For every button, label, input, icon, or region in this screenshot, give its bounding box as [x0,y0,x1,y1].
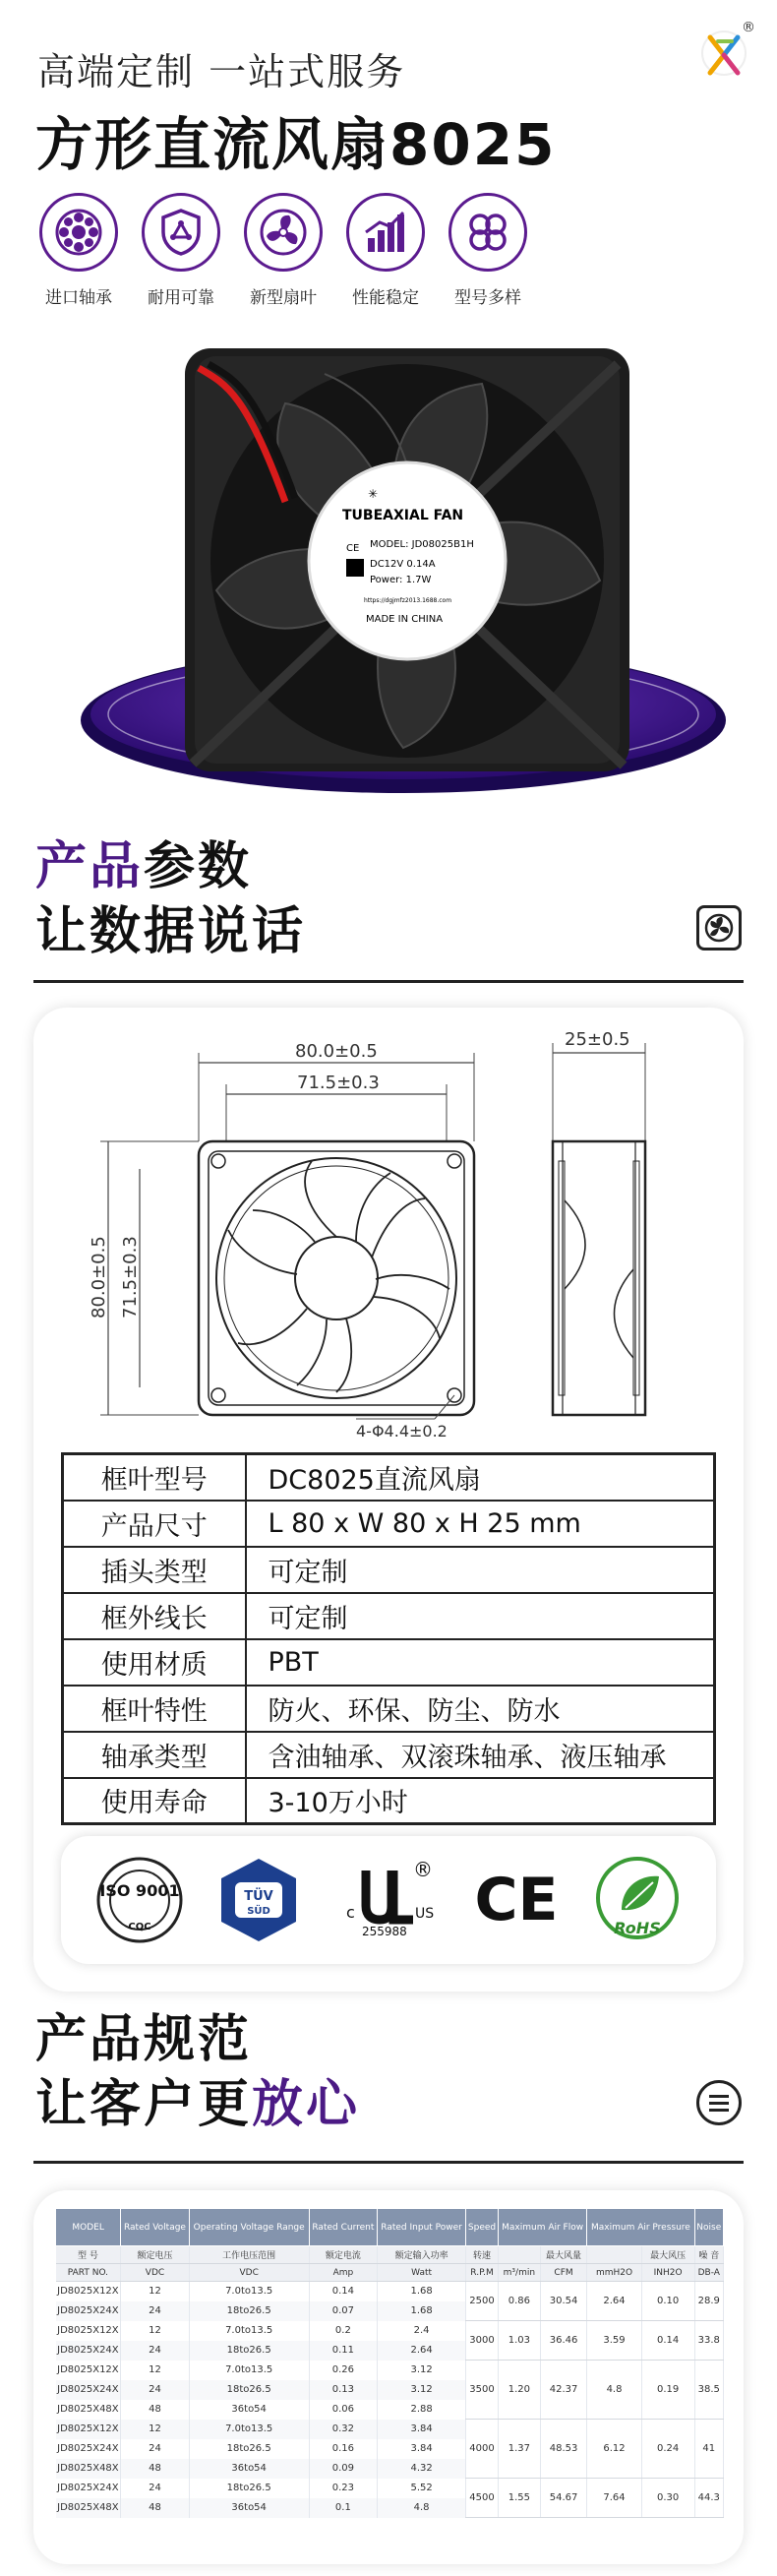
table-cell: 7.0to13.5 [189,2420,309,2439]
dim-depth: 25±0.5 [565,1029,630,1050]
list-icon [696,2080,742,2125]
table-cell: 4.32 [378,2459,466,2479]
feature-label: 性能稳定 [352,288,419,308]
table-header-cell: Rated Input Power [378,2209,466,2246]
table-header-cell: Maximum Air Pressure [587,2209,694,2246]
spec-key: 框叶特性 [63,1686,246,1732]
spec-key: 插头类型 [63,1547,246,1593]
fan-brand: TUBEAXIAL FAN [342,508,464,523]
table-cell: 0.2 [309,2321,377,2341]
data-table-panel [33,2190,744,2564]
dim-holes: 4-Φ4.4±0.2 [356,1422,448,1441]
fan-square-icon [696,905,742,951]
registered-mark: ® [742,20,755,35]
table-row [56,2321,724,2341]
table-cell: 1.68 [378,2301,466,2321]
table-group-cell: 36.46 [540,2321,587,2361]
rohs-label: RoHS [613,1919,661,1937]
table-cell: 24 [121,2439,189,2459]
table-cell: 12 [121,2282,189,2301]
table-group-cell: 44.3 [694,2479,723,2518]
table-cell: 2.88 [378,2400,466,2420]
table-cell: 24 [121,2479,189,2498]
section-title-spec [35,2007,360,2137]
spec-row [63,1778,715,1824]
spec-value: 可定制 [246,1593,715,1639]
table-cell: JD8025X12X [56,2282,121,2301]
table-group-cell: 4500 [466,2479,499,2518]
table-group-cell: 0.10 [641,2282,694,2321]
spec-key: 使用寿命 [63,1778,246,1824]
table-subheader-cell: VDC [189,2264,309,2282]
table-cell: 18to26.5 [189,2479,309,2498]
table-cell: 4.8 [378,2498,466,2518]
table-cell: 3.12 [378,2380,466,2400]
fan-dc: DC12V 0.14A [370,559,436,570]
table-group-cell: 2500 [466,2282,499,2321]
table-group-cell: 30.54 [540,2282,587,2321]
table-cell: 24 [121,2341,189,2361]
table-cell: 0.13 [309,2380,377,2400]
page-title: 方形直流风扇8025 [35,111,557,178]
dim-height-outer: 80.0±0.5 [89,1236,109,1319]
table-cell: 0.06 [309,2400,377,2420]
title-accent: 放心 [252,2075,361,2134]
spec-row [63,1593,715,1639]
table-cell: JD8025X12X [56,2420,121,2439]
table-subheader-cell: INH2O [641,2264,694,2282]
table-subheader-cell: mmH2O [587,2264,641,2282]
table-row [56,2361,724,2380]
spec-row [63,1547,715,1593]
table-cell: 12 [121,2321,189,2341]
table-subheader-cell: 噪 音 [694,2246,723,2264]
table-subheader-cell: DB-A [694,2264,723,2282]
table-cell: 48 [121,2498,189,2518]
table-subheader-cell: Amp [309,2264,377,2282]
tuv-bottom: SÜD [247,1906,270,1917]
bar-chart-icon [346,193,425,272]
ul-c: c [345,1903,355,1922]
table-group-cell: 1.03 [498,2321,540,2361]
feature-item [437,193,539,308]
table-row [56,2479,724,2498]
title-line2: 让客户更 [35,2075,253,2134]
table-cell: 5.52 [378,2479,466,2498]
table-cell: 0.09 [309,2459,377,2479]
table-cell: 7.0to13.5 [189,2321,309,2341]
ul-reg: ® [412,1858,433,1881]
table-group-cell: 0.14 [641,2321,694,2361]
feature-list [28,193,539,308]
table-group-cell: 4000 [466,2420,499,2479]
spec-value: 防火、环保、防尘、防水 [246,1686,715,1732]
table-cell: 7.0to13.5 [189,2361,309,2380]
section-divider [33,980,744,983]
table-subheader-cell: 最大风量 [540,2246,587,2264]
table-cell: 2.4 [378,2321,466,2341]
fan-ce-mark: CE [346,543,360,554]
feature-item [232,193,334,308]
table-cell: 3.84 [378,2420,466,2439]
ce-cert-badge [469,1855,564,1945]
spec-row [63,1501,715,1547]
table-group-cell: 6.12 [587,2420,641,2479]
table-subheader-cell: 额定电流 [309,2246,377,2264]
table-subheader-row [56,2246,724,2264]
clover-icon [448,193,527,272]
table-subheader-cell: 额定电压 [121,2246,189,2264]
title-line2: 让数据说话 [35,902,307,961]
spec-value: 可定制 [246,1547,715,1593]
table-group-cell: 1.20 [498,2361,540,2420]
table-cell: 18to26.5 [189,2301,309,2321]
product-photo [79,325,728,797]
table-subheader-row [56,2264,724,2282]
table-subheader-cell: 转速 [466,2246,499,2264]
table-cell: 24 [121,2301,189,2321]
table-cell: JD8025X24X [56,2301,121,2321]
table-cell: 3.84 [378,2439,466,2459]
cqc-label: CQC [128,1922,151,1932]
table-subheader-cell [587,2246,641,2264]
dim-height-inner: 71.5±0.3 [120,1236,141,1319]
rohs-cert-badge [592,1855,683,1945]
table-group-cell: 38.5 [694,2361,723,2420]
table-cell: 48 [121,2400,189,2420]
table-group-cell: 28.9 [694,2282,723,2321]
table-header-cell: Rated Voltage [121,2209,189,2246]
table-group-cell: 48.53 [540,2420,587,2479]
table-cell: 36to54 [189,2459,309,2479]
table-group-cell: 4.8 [587,2361,641,2420]
feature-item [334,193,437,308]
table-cell: 7.0to13.5 [189,2282,309,2301]
table-subheader-cell [498,2246,540,2264]
table-group-cell: 0.19 [641,2361,694,2420]
table-group-cell: 1.55 [498,2479,540,2518]
iso-cert-badge [94,1855,185,1945]
feature-item [28,193,130,308]
table-cell: 0.11 [309,2341,377,2361]
iso-label: ISO 9001 [99,1881,180,1900]
table-group-cell: 41 [694,2420,723,2479]
spec-key: 使用材质 [63,1639,246,1686]
table-group-cell: 1.37 [498,2420,540,2479]
section-divider [33,2161,744,2164]
table-header-cell: MODEL [56,2209,121,2246]
table-group-cell: 0.30 [641,2479,694,2518]
table-cell: 0.1 [309,2498,377,2518]
table-cell: JD8025X48X [56,2400,121,2420]
table-row [56,2282,724,2301]
dimension-drawing [61,1023,716,1441]
spec-value: PBT [246,1639,715,1686]
table-cell: 36to54 [189,2400,309,2420]
spec-value: L 80 x W 80 x H 25 mm [246,1501,715,1547]
table-cell: 1.68 [378,2282,466,2301]
fan-logo-mark: ✳ [368,487,379,501]
table-subheader-cell: 额定输入功率 [378,2246,466,2264]
table-group-cell: 54.67 [540,2479,587,2518]
fan-origin: MADE IN CHINA [366,614,444,625]
table-group-cell: 33.8 [694,2321,723,2361]
table-header-row [56,2209,724,2246]
table-group-cell: 3000 [466,2321,499,2361]
tagline: 高端定制 一站式服务 [37,50,406,93]
table-subheader-cell: PART NO. [56,2264,121,2282]
fan-model: MODEL: JD08025B1H [370,539,474,550]
table-group-cell: 0.24 [641,2420,694,2479]
table-cell: 0.32 [309,2420,377,2439]
table-group-cell: 2.64 [587,2282,641,2321]
table-cell: 0.16 [309,2439,377,2459]
table-header-cell: Rated Current [309,2209,377,2246]
table-cell: 0.14 [309,2282,377,2301]
ul-number: 255988 [361,1925,407,1938]
feature-item [130,193,232,308]
table-cell: 0.26 [309,2361,377,2380]
performance-table [55,2208,724,2518]
table-header-cell: Speed [466,2209,499,2246]
dim-width-inner: 71.5±0.3 [297,1073,380,1093]
table-cell: 0.23 [309,2479,377,2498]
table-row [56,2420,724,2439]
brand-logo [696,20,755,89]
feature-label: 进口轴承 [45,288,112,308]
table-group-cell: 0.86 [498,2282,540,2321]
table-cell: JD8025X12X [56,2321,121,2341]
table-subheader-cell: 最大风压 [641,2246,694,2264]
certification-strip [61,1836,716,1964]
table-cell: JD8025X48X [56,2459,121,2479]
table-subheader-cell: 型 号 [56,2246,121,2264]
spec-key: 产品尺寸 [63,1501,246,1547]
table-subheader-cell: 工作电压范围 [189,2246,309,2264]
table-cell: 3.12 [378,2361,466,2380]
bearing-icon [39,193,118,272]
table-subheader-cell: Watt [378,2264,466,2282]
table-cell: 48 [121,2459,189,2479]
spec-value: 含油轴承、双滚珠轴承、液压轴承 [246,1732,715,1778]
section-title-params [35,834,306,964]
table-header-cell: Noise [694,2209,723,2246]
fan-url: https://dgjmfz2013.1688.com [364,597,452,604]
table-header-cell: Maximum Air Flow [498,2209,586,2246]
fan-blade-icon [244,193,323,272]
spec-table [61,1452,716,1825]
spec-value: DC8025直流风扇 [246,1454,715,1501]
table-group-cell: 42.37 [540,2361,587,2420]
title-rest: 参数 [144,837,253,896]
table-cell: JD8025X48X [56,2498,121,2518]
table-subheader-cell: R.P.M [466,2264,499,2282]
table-header-cell: Operating Voltage Range [189,2209,309,2246]
table-cell: 2.64 [378,2341,466,2361]
table-group-cell: 7.64 [587,2479,641,2518]
spec-key: 框叶型号 [63,1454,246,1501]
table-cell: JD8025X24X [56,2479,121,2498]
spec-row [63,1454,715,1501]
table-subheader-cell: CFM [540,2264,587,2282]
spec-row [63,1686,715,1732]
feature-label: 新型扇叶 [250,288,317,308]
feature-label: 型号多样 [454,288,521,308]
table-group-cell: 3500 [466,2361,499,2420]
spec-key: 轴承类型 [63,1732,246,1778]
tuv-cert-badge [213,1855,304,1945]
table-cell: 12 [121,2361,189,2380]
spec-key: 框外线长 [63,1593,246,1639]
table-subheader-cell: VDC [121,2264,189,2282]
table-cell: 36to54 [189,2498,309,2518]
table-cell: 0.07 [309,2301,377,2321]
fan-power: Power: 1.7W [370,575,432,585]
table-subheader-cell: m³/min [498,2264,540,2282]
ce-label: CE [474,1866,559,1934]
table-cell: 12 [121,2420,189,2439]
spec-row [63,1732,715,1778]
title-line1: 产品规范 [35,2010,253,2069]
ul-us: US [414,1906,435,1922]
title-accent: 产品 [35,837,145,896]
feature-label: 耐用可靠 [148,288,214,308]
spec-row [63,1639,715,1686]
table-cell: JD8025X24X [56,2439,121,2459]
dim-width-outer: 80.0±0.5 [295,1041,378,1062]
table-cell: JD8025X12X [56,2361,121,2380]
table-cell: 18to26.5 [189,2439,309,2459]
table-cell: JD8025X24X [56,2341,121,2361]
spec-value: 3-10万小时 [246,1778,715,1824]
shield-icon [142,193,220,272]
ul-cert-badge [332,1855,441,1945]
table-cell: 18to26.5 [189,2341,309,2361]
table-group-cell: 3.59 [587,2321,641,2361]
table-cell: JD8025X24X [56,2380,121,2400]
table-cell: 18to26.5 [189,2380,309,2400]
tuv-top: TÜV [244,1889,273,1904]
table-cell: 24 [121,2380,189,2400]
